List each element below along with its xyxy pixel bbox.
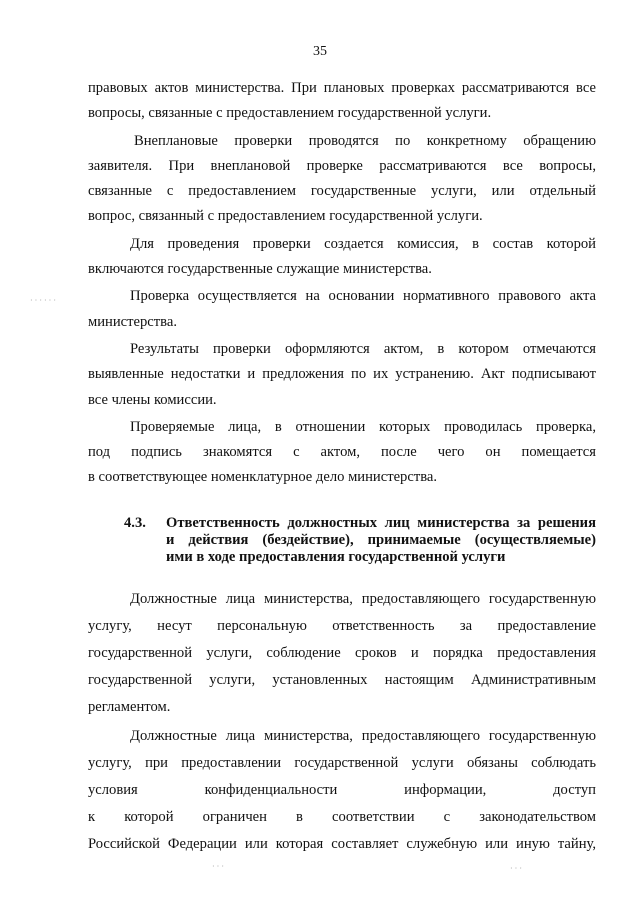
- text-line: заявителя. При внеплановой проверке рассматриваются все вопросы,: [88, 157, 596, 174]
- section-title: [166, 515, 596, 566]
- text-line: условия конфиденциальности информации, доступ: [88, 781, 596, 798]
- text-line: к которой ограничен в соответствии с законодательством: [88, 808, 596, 825]
- text-line: вопрос, связанный с предоставлением государственной услуги.: [88, 208, 483, 225]
- text-line: услугу, несут персональную ответственность за предоставление: [88, 617, 596, 634]
- text-line: выявленные недостатки и предложения по их устранению. Акт подписывают: [88, 366, 596, 383]
- text-line: государственной услуги, соблюдение сроков и порядка предоставления: [88, 644, 596, 661]
- section-title-line: ими в ходе предоставления государственной услуги: [166, 548, 506, 565]
- text-line: государственной услуги, установленных настоящим Административным: [88, 671, 596, 688]
- text-line: вопросы, связанные с предоставлением государственной услуги.: [88, 105, 492, 122]
- section-number: 4.3.: [124, 514, 146, 531]
- text-line: под подпись знакомятся с актом, после чего он помещается: [88, 444, 596, 461]
- paragraph: [88, 337, 596, 413]
- paragraph: [88, 723, 596, 858]
- text-line: Должностные лица министерства, предоставляющего государственную: [130, 590, 596, 607]
- text-line: связанные с предоставлением государственные услуги, или отдельный: [88, 183, 596, 200]
- text-line: Должностные лица министерства, предоставляющего государственную: [130, 727, 596, 744]
- text-line: включаются государственные служащие министерства.: [88, 261, 432, 278]
- paragraph: [88, 76, 596, 127]
- scan-speck: · · ·: [510, 864, 522, 873]
- paragraph: [88, 415, 596, 491]
- page-number: 35: [313, 44, 327, 59]
- text-line: Результаты проверки оформляются актом, в котором отмечаются: [130, 340, 596, 357]
- text-line: услугу, при предоставлении государственной услуги обязаны соблюдать: [88, 754, 596, 771]
- scan-speck: · · ·: [212, 862, 224, 871]
- text-line: Внеплановые проверки проводятся по конкретному обращению: [134, 132, 596, 149]
- section-heading: [88, 515, 596, 566]
- text-line: в соответствующее номенклатурное дело министерства.: [88, 469, 438, 486]
- scan-speck: · · · · · ·: [30, 296, 56, 305]
- paragraph: [88, 232, 596, 283]
- text-line: все члены комиссии.: [88, 391, 217, 408]
- document-body: [88, 76, 596, 858]
- text-line: Для проведения проверки создается комиссия, в состав которой: [130, 235, 596, 252]
- text-line: Российской Федерации или которая составляет служебную или иную тайну,: [88, 835, 596, 852]
- text-line: правовых актов министерства. При плановых проверках рассматриваются все: [88, 80, 596, 96]
- text-line: Проверяемые лица, в отношении которых проводилась проверка,: [130, 418, 596, 435]
- section-title-line: и действия (бездействие), принимаемые (осуществляемые): [166, 531, 596, 548]
- paragraph: [88, 284, 596, 335]
- text-line: Проверка осуществляется на основании нормативного правового акта: [130, 288, 596, 305]
- section-title-line: Ответственность должностных лиц министерства за решения: [166, 514, 596, 531]
- paragraph: [88, 129, 596, 230]
- text-line: министерства.: [88, 313, 177, 330]
- text-line: регламентом.: [88, 698, 171, 715]
- paragraph: [88, 586, 596, 721]
